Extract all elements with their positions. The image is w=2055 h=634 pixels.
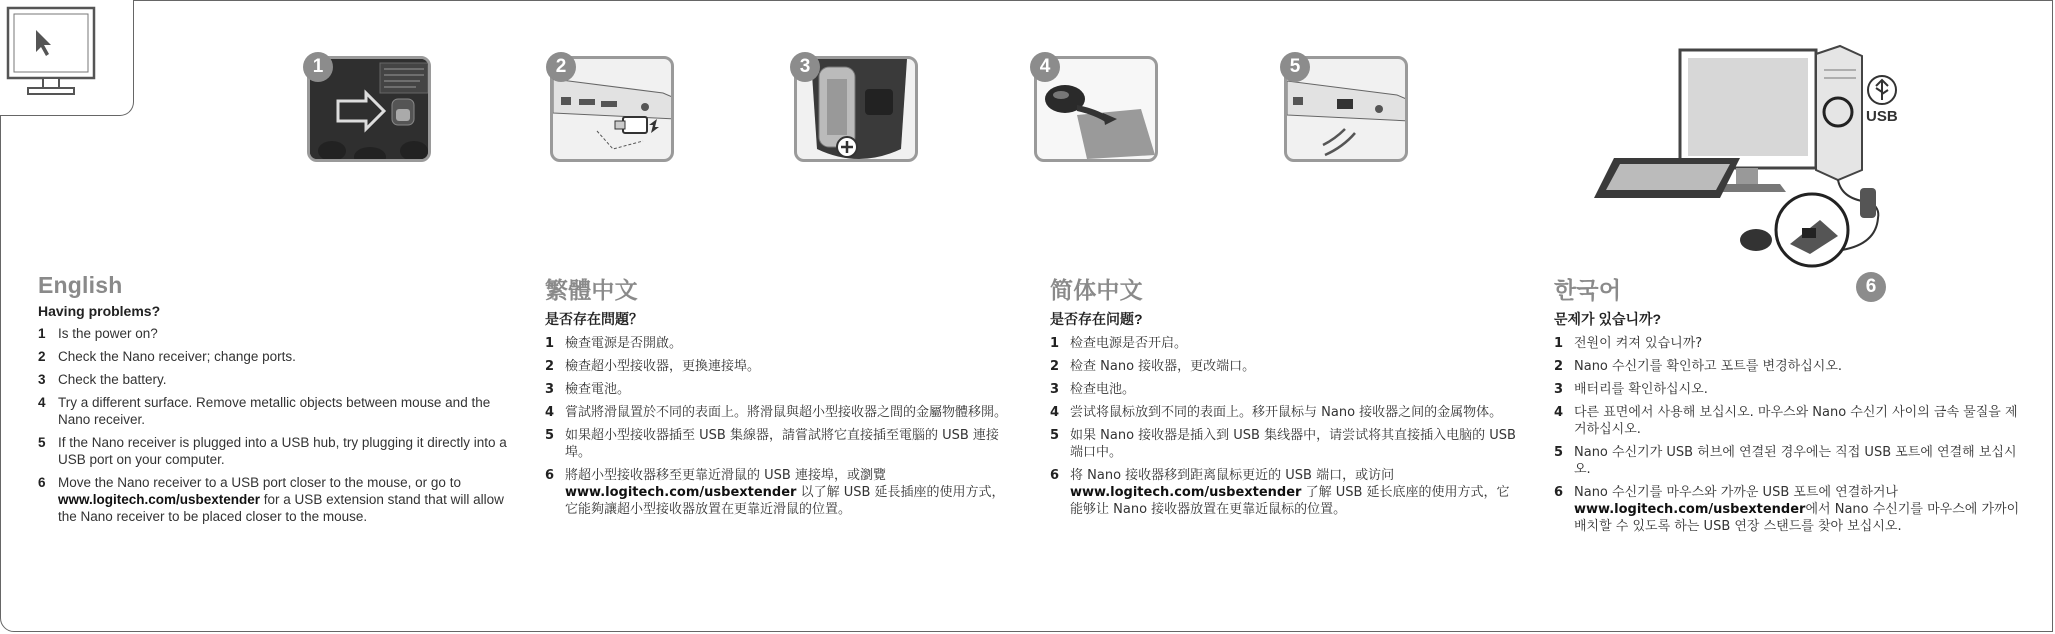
step-number: 6 xyxy=(1050,468,1060,483)
computer-monitor-icon xyxy=(6,6,100,102)
usbextender-link[interactable]: www.logitech.com/usbextender xyxy=(1070,485,1302,500)
step-text: 检查电池。 xyxy=(1070,382,1136,397)
step-4-illustration xyxy=(1030,52,1164,166)
step-number: 3 xyxy=(1050,382,1060,397)
section-heading: 是否存在问题? xyxy=(1050,311,1143,327)
step-badge: 4 xyxy=(1030,52,1060,82)
step-3-illustration xyxy=(790,52,924,166)
step-number: 1 xyxy=(1554,336,1564,351)
step-text: 如果超小型接收器插至 USB 集線器，請嘗試將它直接插至電腦的 USB 連接埠。 xyxy=(565,428,999,460)
step-number: 6 xyxy=(545,468,555,483)
troubleshooting-step xyxy=(545,427,1015,461)
step-1-illustration xyxy=(303,52,437,166)
step-number: 2 xyxy=(1554,359,1564,374)
section-korean xyxy=(1554,272,2024,541)
troubleshooting-step xyxy=(38,434,508,468)
troubleshooting-step xyxy=(1554,484,2024,535)
step-number: 3 xyxy=(1554,382,1564,397)
step-text: Nano 수신기를 마우스와 가까운 USB 포트에 연결하거나 xyxy=(1574,485,1898,500)
section-english xyxy=(38,272,508,531)
section-title: 한국어 xyxy=(1554,277,1622,303)
step-number: 6 xyxy=(1554,485,1564,500)
step-text: for a USB extension stand that will allow the Nano receiver to be placed closer to the mouse. xyxy=(58,492,504,524)
section-title: English xyxy=(38,272,123,298)
usbextender-link[interactable]: www.logitech.com/usbextender xyxy=(1574,502,1806,517)
usbextender-link[interactable]: www.logitech.com/usbextender xyxy=(565,485,797,500)
troubleshooting-step xyxy=(38,371,508,388)
step-number: 5 xyxy=(38,435,46,450)
step-badge: 3 xyxy=(790,52,820,82)
step-text: 에서 Nano 수신기를 마우스에 가까이 배치할 수 있도록 하는 USB 연장 스탠드를 찾아 보십시오. xyxy=(1574,502,2020,534)
troubleshooting-step xyxy=(1050,381,1520,398)
step-text: 以了解 USB 延長插座的使用方式，它能夠讓超小型接收器放置在更靠近滑鼠的位置。 xyxy=(565,485,1005,517)
troubleshooting-step xyxy=(1050,427,1520,461)
step-text: Check the battery. xyxy=(58,372,167,387)
step-badge: 5 xyxy=(1280,52,1310,82)
troubleshooting-step xyxy=(38,394,508,428)
troubleshooting-step xyxy=(38,474,508,525)
troubleshooting-list xyxy=(1050,335,1520,518)
troubleshooting-step xyxy=(1050,467,1520,518)
step-text: 尝试将鼠标放到不同的表面上。移开鼠标与 Nano 接收器之间的金属物体。 xyxy=(1070,405,1503,420)
step-text: 将 Nano 接收器移到距离鼠标更近的 USB 端口，或访问 xyxy=(1070,468,1395,483)
troubleshooting-step xyxy=(1050,404,1520,421)
step-text: 检查电源是否开启。 xyxy=(1070,336,1188,351)
step-text: 了解 USB 延长底座的使用方式，它能够让 Nano 接收器放置在更靠近鼠标的位置。 xyxy=(1070,485,1510,517)
step-text: 다른 표면에서 사용해 보십시오. 마우스와 Nano 수신기 사이의 금속 물질을 제거하십시오. xyxy=(1574,405,2018,437)
step-number: 2 xyxy=(38,349,46,364)
step-text: 배터리를 확인하십시오. xyxy=(1574,382,1708,397)
step-number: 2 xyxy=(545,359,555,374)
step-number: 4 xyxy=(545,405,555,420)
section-title: 简体中文 xyxy=(1050,277,1143,303)
step-text: 嘗試將滑鼠置於不同的表面上。將滑鼠與超小型接收器之間的金屬物體移開。 xyxy=(565,405,1008,420)
step-badge: 1 xyxy=(303,52,333,82)
troubleshooting-list xyxy=(38,325,508,525)
step-number: 1 xyxy=(1050,336,1060,351)
troubleshooting-step xyxy=(1554,444,2024,478)
troubleshooting-step xyxy=(545,335,1015,352)
step-5-illustration xyxy=(1280,52,1414,166)
step-number: 3 xyxy=(545,382,555,397)
troubleshooting-list xyxy=(1554,335,2024,535)
step-text: 如果 Nano 接收器是插入到 USB 集线器中，请尝试将其直接插入电脑的 USB 端口中。 xyxy=(1070,428,1516,460)
step-number: 3 xyxy=(38,372,46,387)
step-text: Move the Nano receiver to a USB port closer to the mouse, or go to xyxy=(58,475,461,490)
step-number: 4 xyxy=(1554,405,1564,420)
step-text: Try a different surface. Remove metallic objects between mouse and the Nano receiver. xyxy=(58,395,491,427)
troubleshooting-step xyxy=(1554,381,2024,398)
step-text: If the Nano receiver is plugged into a USB hub, try plugging it directly into a USB port on your computer. xyxy=(58,435,507,467)
section-title: 繁體中文 xyxy=(545,277,638,303)
troubleshooting-step xyxy=(545,467,1015,518)
step-text: 將超小型接收器移至更靠近滑鼠的 USB 連接埠，或瀏覽 xyxy=(565,468,886,483)
step-text: Nano 수신기가 USB 허브에 연결된 경우에는 직접 USB 포트에 연결해 보십시오. xyxy=(1574,445,2017,477)
step-text: Nano 수신기를 확인하고 포트를 변경하십시오. xyxy=(1574,359,1843,374)
troubleshooting-step xyxy=(545,358,1015,375)
troubleshooting-step xyxy=(545,404,1015,421)
section-simplified-chinese xyxy=(1050,272,1520,524)
step-number: 6 xyxy=(38,475,46,490)
step-text: Check the Nano receiver; change ports. xyxy=(58,349,296,364)
step-text: 檢查超小型接收器，更換連接埠。 xyxy=(565,359,761,374)
step-badge: 6 xyxy=(1856,272,1886,302)
step-number: 5 xyxy=(1050,428,1060,443)
troubleshooting-step xyxy=(1554,335,2024,352)
step-number: 1 xyxy=(38,326,46,341)
step-number: 4 xyxy=(38,395,46,410)
troubleshooting-step xyxy=(1554,358,2024,375)
troubleshooting-step xyxy=(545,381,1015,398)
step-6-illustration xyxy=(1580,40,1910,310)
usbextender-link[interactable]: www.logitech.com/usbextender xyxy=(58,492,261,507)
corner-tab xyxy=(0,0,134,116)
section-heading: 문제가 있습니까? xyxy=(1554,311,1662,327)
step-text: 전원이 켜져 있습니까? xyxy=(1574,336,1703,351)
step-number: 5 xyxy=(1554,445,1564,460)
step-number: 5 xyxy=(545,428,555,443)
troubleshooting-list xyxy=(545,335,1015,518)
step-text: Is the power on? xyxy=(58,326,158,341)
step-2-illustration xyxy=(546,52,680,166)
troubleshooting-step xyxy=(1554,404,2024,438)
section-heading: Having problems? xyxy=(38,303,161,319)
troubleshooting-step xyxy=(38,348,508,365)
desktop-computer-icon xyxy=(1580,40,1910,310)
step-number: 2 xyxy=(1050,359,1060,374)
step-text: 檢查電池。 xyxy=(565,382,631,397)
section-traditional-chinese xyxy=(545,272,1015,524)
troubleshooting-step xyxy=(38,325,508,342)
step-badge: 2 xyxy=(546,52,576,82)
usb-label: USB xyxy=(1866,108,1898,125)
step-number: 1 xyxy=(545,336,555,351)
troubleshooting-step xyxy=(1050,335,1520,352)
step-text: 檢查電源是否開啟。 xyxy=(565,336,683,351)
section-heading: 是否存在問題？ xyxy=(545,311,643,327)
troubleshooting-step xyxy=(1050,358,1520,375)
step-number: 4 xyxy=(1050,405,1060,420)
step-text: 检查 Nano 接收器，更改端口。 xyxy=(1070,359,1256,374)
